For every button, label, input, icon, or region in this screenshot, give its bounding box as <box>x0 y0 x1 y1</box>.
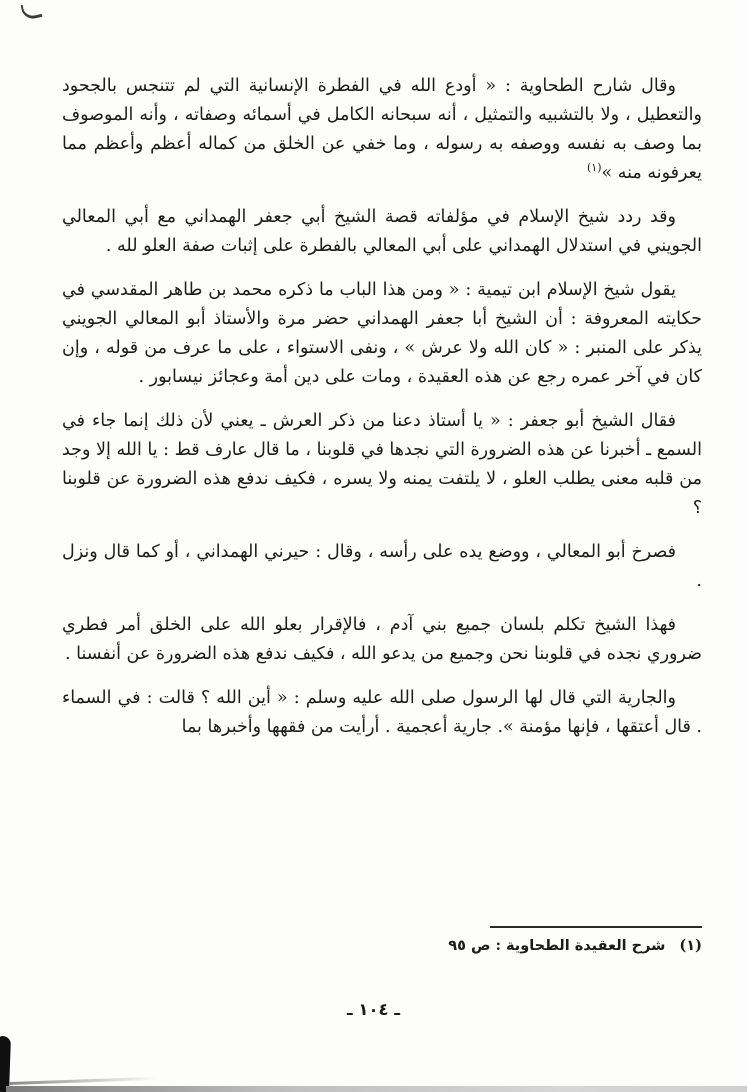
paragraph-2: وقد ردد شيخ الإسلام في مؤلفاته قصة الشيخ أبي جعفر الهمداني مع أبي المعالي الجويني في استدلال الهمداني على أبي المعالي بالفطرة على إثبات صفة العلو لله . <box>62 207 702 256</box>
paragraph-4: فقال الشيخ أبو جعفر : « يا أستاذ دعنا من ذكر العرش ـ يعني لأن ذلك إنما جاء في السمع ـ أخبرنا عن هذه الضرورة التي نجدها في قلوبنا ، ما قال عارف قط : يا الله إلا وجد من قلبه معنى يطلب العلو ، لا يلتفت يمنه ولا يسره ، فكيف ندفع هذه الضرورة عن قلوبنا ؟ <box>62 411 702 518</box>
page-number: ـ ١٠٤ ـ <box>347 1000 400 1019</box>
scan-shadow-bottom <box>6 1086 747 1092</box>
scan-mark-top-left <box>21 1 43 21</box>
scan-streak-bottom-left <box>9 1077 159 1085</box>
paragraph-1-text: وقال شارح الطحاوية : « أودع الله في الفطرة الإنسانية التي لم تتنجس بالجحود والتعطيل ، ولا بالتشبيه والتمثيل ، أنه سبحانه الكامل في أسمائه وصفاته ، وأنه الموصوف بما وصف به نفسه ووصفه به رسوله ، وما خفي عن الخلق من كماله أعظم وأعظم مما يعرفونه منه » <box>62 76 702 183</box>
footnote-source: شرح العقيدة الطحاوية : ص ٩٥ <box>448 937 666 954</box>
footnote-reference-1: (١) <box>586 161 602 175</box>
paragraph-5: فصرخ أبو المعالي ، ووضع يده على رأسه ، وقال : حيرني الهمداني ، أو كما قال ونزل . <box>62 542 702 591</box>
footnote-text <box>62 937 702 954</box>
footnote-area <box>62 926 702 954</box>
paragraph-3: يقول شيخ الإسلام ابن تيمية : « ومن هذا الباب ما ذكره محمد بن طاهر المقدسي في حكايته المعروفة : أن الشيخ أبا جعفر الهمداني حضر مرة والأستاذ أبو المعالي الجويني يذكر على المنبر : « كان الله ولا عرش » ، ونفى الاستواء ، على ما عرف من قوله ، وإن كان في آخر عمره رجع عن هذه العقيدة ، ومات على دين أمة وعجائز نيسابور . <box>62 280 702 387</box>
page-text <box>62 72 702 757</box>
paragraph-1 <box>62 72 702 188</box>
footnote-separator <box>490 926 702 928</box>
footnote-number: (١) <box>679 937 702 954</box>
paragraph-7: والجارية التي قال لها الرسول صلى الله عليه وسلم : « أين الله ؟ قالت : في السماء . قال أعتقها ، فإنها مؤمنة ». جارية أعجمية . أرأيت من فقهها وأخبرها بما <box>62 688 702 737</box>
paragraph-6: فهذا الشيخ تكلم بلسان جميع بني آدم ، فالإقرار بعلو الله على الخلق أمر فطري ضروري نجده في قلوبنا نحن وجميع من يدعو الله ، فكيف ندفع هذه الضرورة عن أنفسنا . <box>62 615 702 664</box>
